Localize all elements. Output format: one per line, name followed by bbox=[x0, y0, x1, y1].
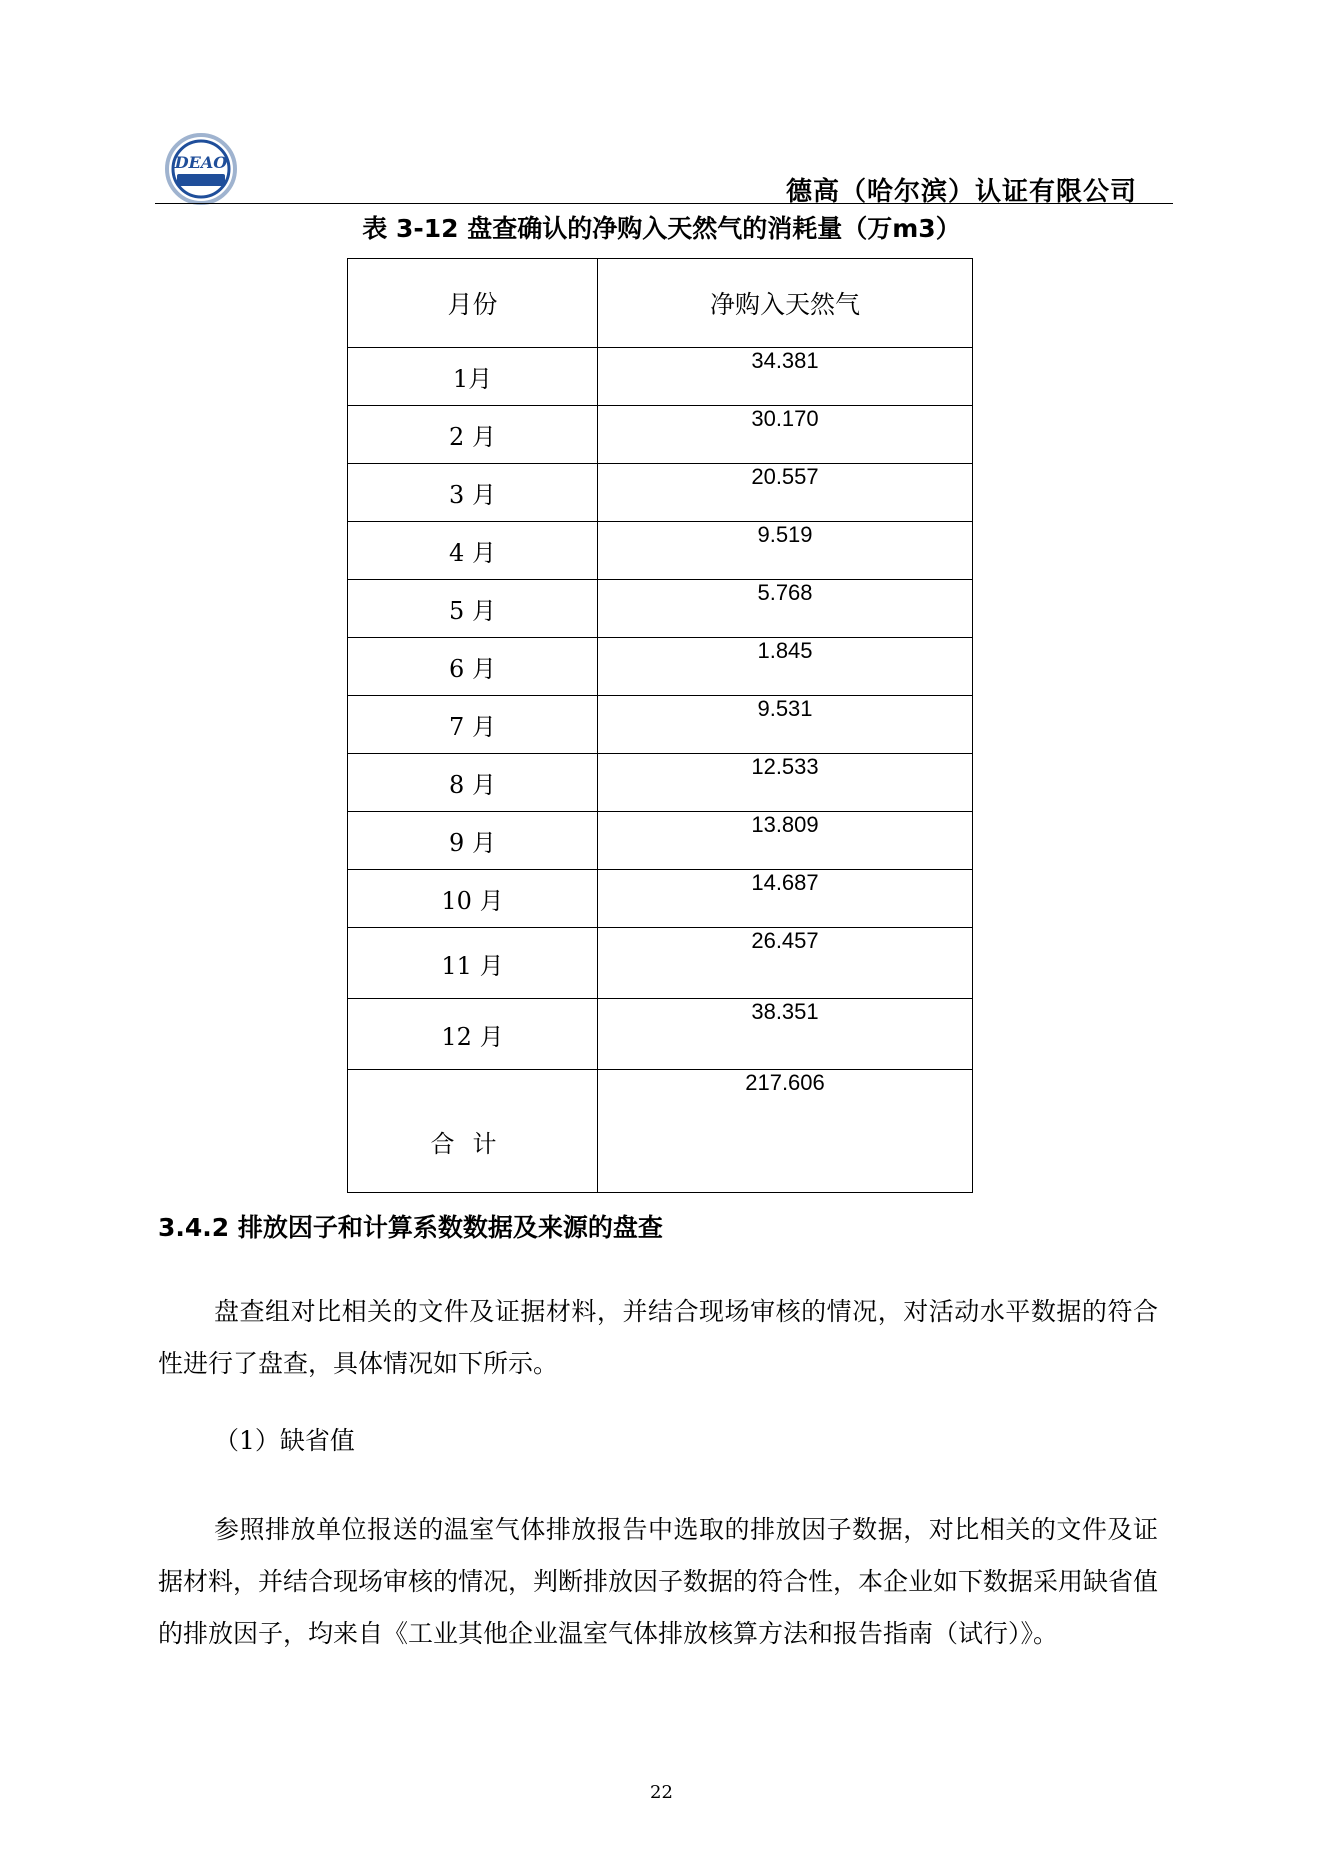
value-cell: 20.557 bbox=[598, 464, 973, 522]
table-total-row bbox=[348, 1070, 973, 1193]
value-cell: 38.351 bbox=[598, 999, 973, 1070]
table-row bbox=[348, 464, 973, 522]
company-logo bbox=[164, 132, 238, 206]
value-cell: 9.519 bbox=[598, 522, 973, 580]
month-cell: 8 月 bbox=[348, 754, 598, 812]
month-cell: 12 月 bbox=[348, 999, 598, 1070]
value-cell: 30.170 bbox=[598, 406, 973, 464]
table-row bbox=[348, 348, 973, 406]
month-cell: 11 月 bbox=[348, 928, 598, 999]
table-row bbox=[348, 812, 973, 870]
month-cell: 5 月 bbox=[348, 580, 598, 638]
column-header-natural-gas: 净购入天然气 bbox=[598, 259, 973, 348]
month-cell: 3 月 bbox=[348, 464, 598, 522]
section-heading: 3.4.2 排放因子和计算系数数据及来源的盘查 bbox=[158, 1213, 663, 1242]
logo-emblem-icon bbox=[164, 132, 238, 206]
header-divider bbox=[155, 203, 1173, 204]
paragraph-text: 盘查组对比相关的文件及证据材料，并结合现场审核的情况，对活动水平数据的符合性进行了盘查，具体情况如下所示。 bbox=[158, 1297, 1158, 1378]
value-cell: 12.533 bbox=[598, 754, 973, 812]
table-header-row bbox=[348, 259, 973, 348]
list-item-label: （1）缺省值 bbox=[214, 1426, 355, 1455]
page-number: 22 bbox=[650, 1782, 673, 1803]
table-row bbox=[348, 870, 973, 928]
list-item-default-values bbox=[158, 1415, 1158, 1467]
value-cell: 5.768 bbox=[598, 580, 973, 638]
column-header-month: 月份 bbox=[348, 259, 598, 348]
table-row bbox=[348, 754, 973, 812]
table-row bbox=[348, 580, 973, 638]
table-row bbox=[348, 928, 973, 999]
table-row bbox=[348, 638, 973, 696]
table-row bbox=[348, 522, 973, 580]
paragraph-verification bbox=[158, 1286, 1158, 1390]
month-cell: 10 月 bbox=[348, 870, 598, 928]
total-value-cell: 217.606 bbox=[598, 1070, 973, 1193]
month-cell: 7 月 bbox=[348, 696, 598, 754]
value-cell: 9.531 bbox=[598, 696, 973, 754]
table-row bbox=[348, 999, 973, 1070]
month-cell: 9 月 bbox=[348, 812, 598, 870]
table-row bbox=[348, 696, 973, 754]
value-cell: 26.457 bbox=[598, 928, 973, 999]
value-cell: 1.845 bbox=[598, 638, 973, 696]
value-cell: 34.381 bbox=[598, 348, 973, 406]
month-cell: 6 月 bbox=[348, 638, 598, 696]
month-cell: 1月 bbox=[348, 348, 598, 406]
logo-text: DEAO bbox=[174, 153, 228, 172]
company-name: 德高（哈尔滨）认证有限公司 bbox=[785, 177, 1137, 207]
table-row bbox=[348, 406, 973, 464]
gas-consumption-table bbox=[347, 258, 973, 1193]
month-cell: 4 月 bbox=[348, 522, 598, 580]
total-label-cell: 合计 bbox=[348, 1070, 598, 1193]
month-cell: 2 月 bbox=[348, 406, 598, 464]
paragraph-text: 参照排放单位报送的温室气体排放报告中选取的排放因子数据，对比相关的文件及证据材料，并结合现场审核的情况，判断排放因子数据的符合性，本企业如下数据采用缺省值的排放因子，均来自《工业其他企业温室气体排放核算方法和报告指南（试行）》。 bbox=[158, 1515, 1159, 1648]
value-cell: 13.809 bbox=[598, 812, 973, 870]
paragraph-emission-factors bbox=[158, 1504, 1158, 1660]
table-title: 表 3-12 盘查确认的净购入天然气的消耗量（万m3） bbox=[362, 214, 961, 243]
value-cell: 14.687 bbox=[598, 870, 973, 928]
